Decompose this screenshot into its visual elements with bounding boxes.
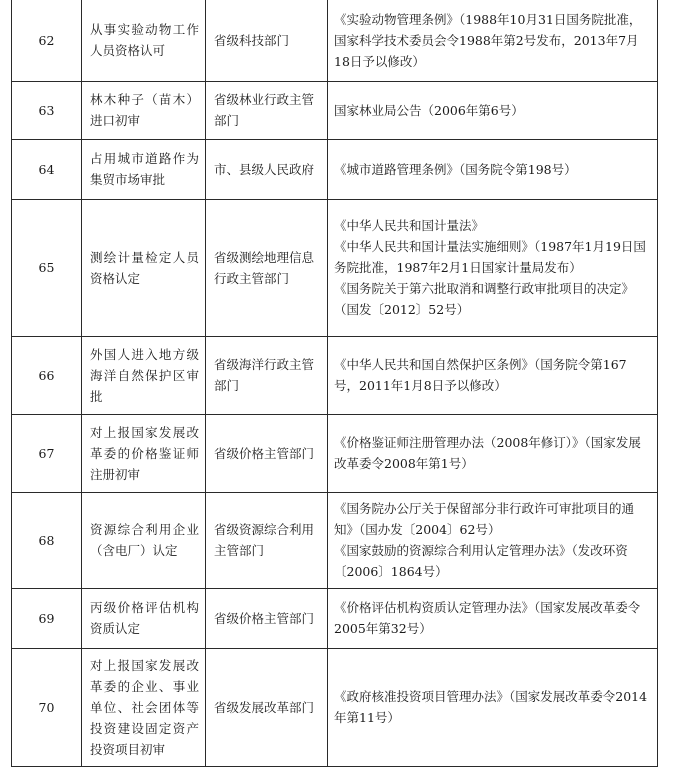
legal-basis xyxy=(328,199,658,336)
approval-item: 资源综合利用企业（含电厂）认定 xyxy=(82,492,206,588)
legal-basis-line: 《国务院关于第六批取消和调整行政审批项目的决定》（国发〔2012〕52号） xyxy=(334,281,635,317)
row-number: 63 xyxy=(12,81,82,139)
legal-basis xyxy=(328,648,658,766)
legal-basis-line: 《中华人民共和国计量法》 xyxy=(334,218,485,233)
table-row xyxy=(12,492,658,588)
row-number: 68 xyxy=(12,492,82,588)
row-number: 67 xyxy=(12,414,82,492)
row-number: 62 xyxy=(12,0,82,81)
legal-basis-line: 《实验动物管理条例》（1988年10月31日国务院批准，国家科学技术委员会令1988年第2号发布，2013年7月18日予以修改） xyxy=(334,11,642,69)
implementing-department: 省级科技部门 xyxy=(206,0,328,81)
approval-item: 丙级价格评估机构资质认定 xyxy=(82,588,206,648)
table-row xyxy=(12,199,658,336)
row-number: 69 xyxy=(12,588,82,648)
table-row xyxy=(12,588,658,648)
legal-basis xyxy=(328,81,658,139)
implementing-department: 省级林业行政主管部门 xyxy=(206,81,328,139)
implementing-department: 省级价格主管部门 xyxy=(206,588,328,648)
implementing-department: 省级价格主管部门 xyxy=(206,414,328,492)
approval-item: 对上报国家发展改革委的企业、事业单位、社会团体等投资建设固定资产投资项目初审 xyxy=(82,648,206,766)
table-row xyxy=(12,0,658,81)
legal-basis xyxy=(328,588,658,648)
legal-basis xyxy=(328,0,658,81)
implementing-department: 省级发展改革部门 xyxy=(206,648,328,766)
legal-basis-line: 《中华人民共和国自然保护区条例》（国务院令第167号，2011年1月8日予以修改） xyxy=(334,357,627,393)
table-row xyxy=(12,81,658,139)
legal-basis xyxy=(328,414,658,492)
row-number: 65 xyxy=(12,199,82,336)
legal-basis xyxy=(328,492,658,588)
legal-basis-line: 《城市道路管理条例》（国务院令第198号） xyxy=(334,161,577,177)
approval-items-table xyxy=(11,0,658,767)
legal-basis-line: 《价格评估机构资质认定管理办法》（国家发展改革委令2005年第32号） xyxy=(334,600,641,636)
legal-basis-line: 《中华人民共和国计量法实施细则》（1987年1月19日国务院批准，1987年2月1日国家计量局发布） xyxy=(334,239,646,275)
row-number: 64 xyxy=(12,139,82,199)
table-row xyxy=(12,139,658,199)
approval-item: 外国人进入地方级海洋自然保护区审批 xyxy=(82,336,206,414)
approval-item: 测绘计量检定人员资格认定 xyxy=(82,199,206,336)
approval-item: 对上报国家发展改革委的价格鉴证师注册初审 xyxy=(82,414,206,492)
legal-basis xyxy=(328,336,658,414)
approval-item: 占用城市道路作为集贸市场审批 xyxy=(82,139,206,199)
implementing-department: 省级资源综合利用主管部门 xyxy=(206,492,328,588)
legal-basis-line: 国家林业局公告（2006年第6号） xyxy=(334,102,524,118)
legal-basis-line: 《价格鉴证师注册管理办法（2008年修订）》（国家发展改革委令2008年第1号） xyxy=(334,435,641,471)
legal-basis-line: 《国家鼓励的资源综合利用认定管理办法》（发改环资〔2006〕1864号） xyxy=(334,543,628,579)
table-row xyxy=(12,336,658,414)
row-number: 66 xyxy=(12,336,82,414)
row-number: 70 xyxy=(12,648,82,766)
legal-basis-line: 《国务院办公厅关于保留部分非行政许可审批项目的通知》（国办发〔2004〕62号） xyxy=(334,501,635,537)
legal-basis-line: 《政府核准投资项目管理办法》（国家发展改革委令2014年第11号） xyxy=(334,689,648,725)
implementing-department: 省级测绘地理信息行政主管部门 xyxy=(206,199,328,336)
approval-item: 从事实验动物工作人员资格认可 xyxy=(82,0,206,81)
table-row xyxy=(12,648,658,766)
implementing-department: 市、县级人民政府 xyxy=(206,139,328,199)
approval-item: 林木种子（苗木）进口初审 xyxy=(82,81,206,139)
implementing-department: 省级海洋行政主管部门 xyxy=(206,336,328,414)
table-row xyxy=(12,414,658,492)
legal-basis xyxy=(328,139,658,199)
